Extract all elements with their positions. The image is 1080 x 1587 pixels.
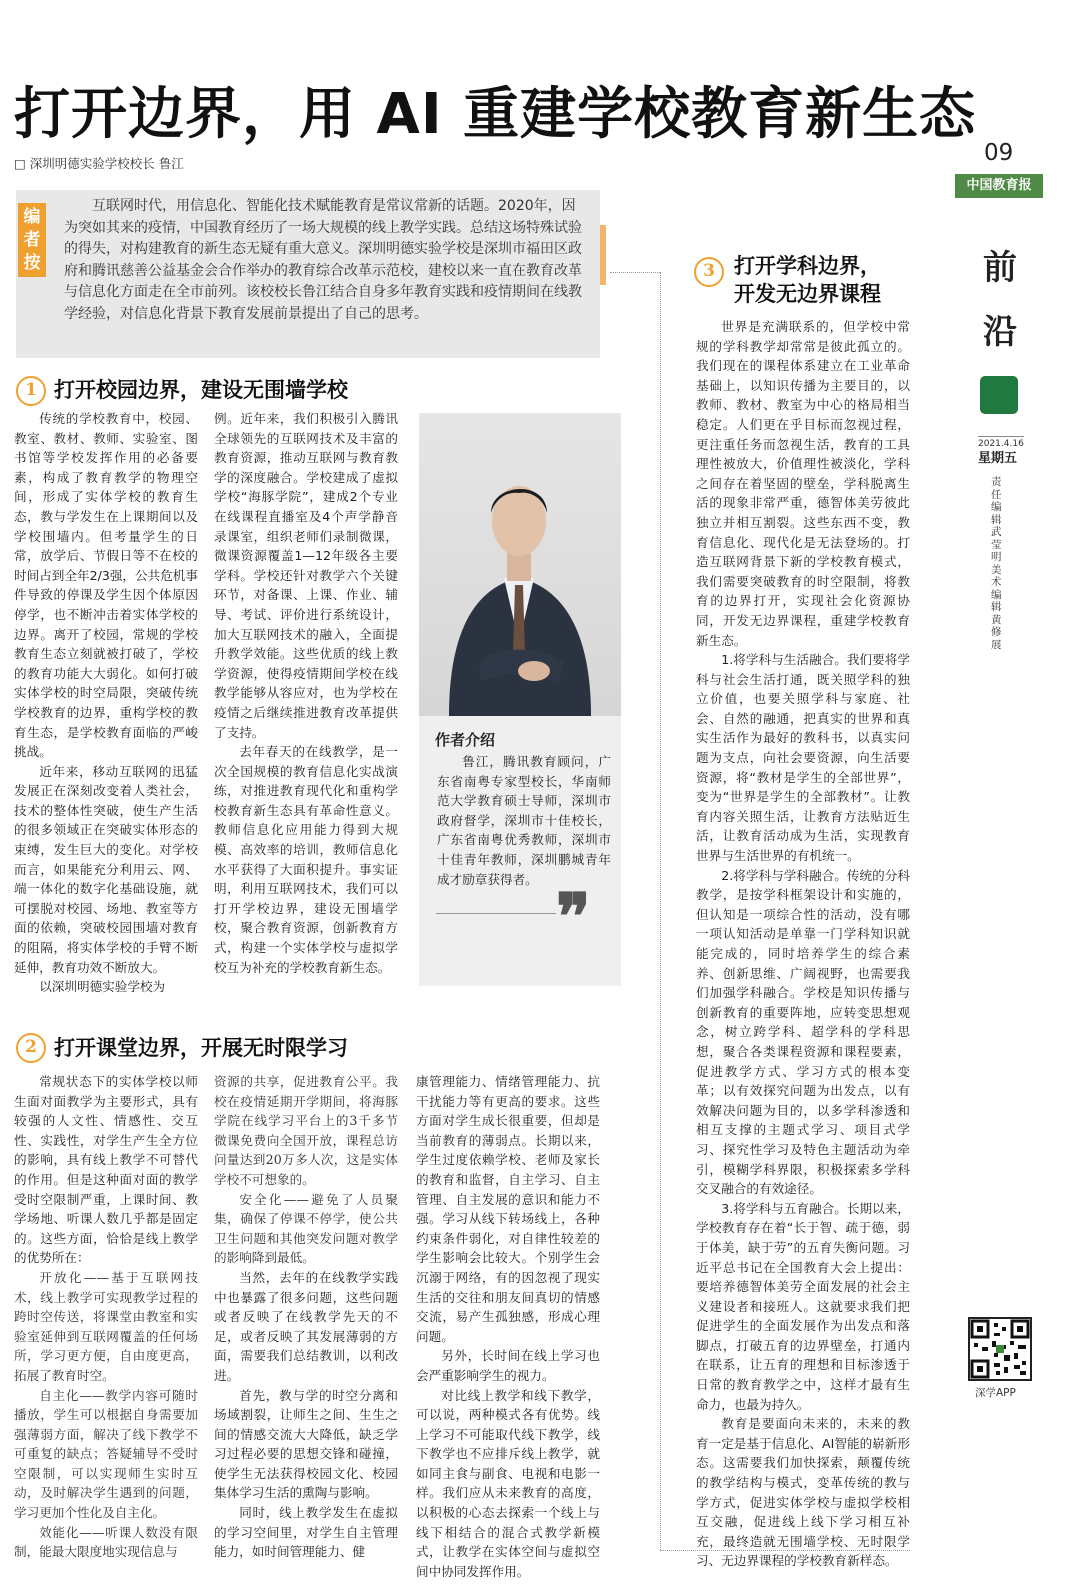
author-portrait-illustration <box>419 413 621 716</box>
section-3-number-icon: 3 <box>694 257 724 287</box>
editor-note-text: 互联网时代，用信息化、智能化技术赋能教育是常议常新的话题。2020年，因为突如其来的疫情，中国教育经历了一场大规模的线上教学实践。总结这场特殊试验的得失，对构建教育的新生态无疑有重大意义。深圳明德实验学校是深圳市福田区政府和腾讯慈善公益基金会合作举办的教育综合改革示范校，建校以来一直在教育改革与信息化方面走在全市前列。该校校长鲁江结合自身多年教育实践和疫情期间在线教学经验，对信息化背景下教育发展前景提出了自己的思考。 <box>64 198 582 322</box>
section-1-column-1 <box>14 409 198 997</box>
paragraph: 康管理能力、情绪管理能力、抗干扰能力等有更高的要求。这些方面对学生成长很重要，但却是当前教育的薄弱点。长期以来，学生过度依赖学校、老师及家长的教育和监督，自主学习、自主管理、自主发展的意识和能力不强。学习从线下转场线上，各种约束条件弱化，对自律性较差的学生影响会比较大。个别学生会沉溺于网络，有的因忽视了现实生活的交往和朋友间真切的情感交流，易产生孤独感，形成心理问题。 <box>416 1074 600 1344</box>
qr-code-icon[interactable] <box>968 1317 1032 1381</box>
paragraph: 3.将学科与五育融合。长期以来，学校教育存在着“长于智、疏于德，弱于体美，缺于劳”的五育失衡问题。习近平总书记在全国教育大会上提出：要培养德智体美劳全面发展的社会主义建设者和接班人。这就要求我们把促进学生的全面发展作为出发点和落脚点，打破五育的边界壁垒，打通内在联系，让五育的理想和目标渗透于日常的教育教学之中，这样才最有生命力，也最为持久。 <box>696 1200 910 1412</box>
section-2-title: 打开课堂边界，开展无时限学习 <box>54 1036 348 1060</box>
section-1-title: 打开校园边界，建设无围墙学校 <box>54 378 348 402</box>
paragraph: 效能化——听课人数没有限制，能最大限度地实现信息与 <box>14 1524 198 1560</box>
editor-note-tag: 编者按 <box>18 203 46 277</box>
section-3-title-line-1: 打开学科边界， <box>734 254 881 278</box>
paragraph: 对比线上教学和线下教学，可以说，两种模式各有优势。线上学习不可能取代线下教学，线下教学也不应排斥线上教学，就如同主食与副食、电视和电影一样。我们应从未来教育的高度，以积极的心态去探索一个线上与线下相结合的混合式教学新模式，让教学在实体空间与虚拟空间中协同发挥作用。 <box>416 1387 600 1579</box>
quote-divider <box>436 913 556 914</box>
paragraph: 另外，长时间在线上学习也会严重影响学生的视力。 <box>416 1348 600 1383</box>
section-name: 前沿 <box>983 248 1017 352</box>
editors-credit: 责任编辑 武莹明 美术编辑 黄修展 <box>991 476 1002 651</box>
paragraph: 去年春天的在线教学，是一次全国规模的教育信息化实战演练，对推进教育现代化和重构学校教育新生态具有革命性意义。教师信息化应用能力得到大规模、高效率的培训，教师信息化水平获得了大面积提升。事实证明，利用互联网技术，我们可以打开学校边界，建设无围墙学校，聚合教育资源，创新教育方式，构建一个实体学校与虚拟学校互为补充的学校教育新生态。 <box>214 744 398 975</box>
paragraph: 教育是要面向未来的，未来的教育一定是基于信息化、AI智能的崭新形态。这需要我们加快探索，颠覆传统的教学结构与模式，变革传统的教与学方式，促进实体学校与虚拟学校相互交融，促进线上线下学习相互补充，最终造就无围墙学校、无时限学习、无边界课程的学校教育新样态。 <box>696 1416 910 1569</box>
paragraph: 以深圳明德实验学校为 <box>39 979 166 995</box>
paragraph: 开放化——基于互联网技术，线上教学可实现教学过程的跨时空传送，将课堂由教室和实验室延伸到互联网覆盖的任何场所，学习更方便，自由度更高，拓展了教育时空。 <box>14 1269 198 1383</box>
author-intro-text: 鲁江，腾讯教育顾问，广东省南粤专家型校长，华南师范大学教育硕士导师，深圳市政府督学，深圳市十佳校长，广东省南粤优秀教师，深圳市十佳青年教师，深圳鹏城青年成才励章获得者。 <box>437 754 611 887</box>
paragraph: 世界是充满联系的，但学校中常规的学科教学却常常是彼此孤立的。我们现在的课程体系建立在工业革命基础上，以知识传播为主要目的，以教师、教材、教室为中心的格局相当稳定。人们更在乎目标而忽视过程，更注重任务而忽视生活，教育的工具理性被放大，价值理性被淡化，学科之间存在着坚固的壁垒，学科脱离生活的现象非常严重，德智体美劳彼此独立并相互割裂。这些东西不变，教育信息化、现代化是无法登场的。打造互联网背景下新的学校教育模式，我们需要突破教育的时空限制，将教育的边界打开，实现社会化资源协同，开发无边界课程，重建学校教育新生态。 <box>696 319 910 648</box>
section-3-column <box>696 317 910 1569</box>
section-2-column-3 <box>416 1072 600 1579</box>
paragraph: 传统的学校教育中，校园、教室、教材、教师、实验室、图书馆等学校发挥作用的必备要素，构成了教育教学的物理空间，形成了实体学校的教育生态，教与学发生在上课期间以及学校围墙内。但考量学生的日常，放学后、节假日等不在校的时间占到全年2/3强，公共危机事件导致的停课及学生因个体原因停学，也不断冲击着实体学校的边界。离开了校园，常规的学校教育生态立刻就被打破了，学校的教育功能大大弱化。如何打破实体学校的时空局限，突破传统学校教育的边界，重构学校的教育生态，是学校教育面临的严峻挑战。 <box>14 411 198 760</box>
qr-pattern <box>970 1319 1030 1379</box>
paragraph: 1.将学科与生活融合。我们要将学科与社会生活打通，既关照学科的独立价值，也要关照学科与家庭、社会、自然的融通，把真实的世界和真实生活作为最好的教科书，以真实问题为支点，向社会要资源，向生活要资源，将“教材是学生的全部世界”，变为“世界是学生的全部教材”。让教育内容关照生活，让教育方法贴近生活，让教育活动成为生活，实现教育世界与生活世界的有机统一。 <box>696 652 910 864</box>
author-photo <box>419 413 621 716</box>
issue-weekday: 星期五 <box>978 451 1018 466</box>
paragraph: 安全化——避免了人员聚集，确保了停课不停学，使公共卫生问题和其他突发问题对教学的影响降到最低。 <box>214 1191 398 1266</box>
paragraph: 资源的共享，促进教育公平。我校在疫情延期开学期间，将海豚学院在线学习平台上的3千多节微课免费向全国开放，课程总访问量达到20万多人次，这是实体学校不可想象的。 <box>214 1074 398 1187</box>
byline: □ 深圳明德实验学校校长 鲁江 <box>14 156 184 171</box>
paragraph: 2.将学科与学科融合。传统的分科教学，是按学科框架设计和实施的，但认知是一项综合性的活动，没有哪一项认知活动是单靠一门学科知识就能完成的，同时培养学生的综合素养、创新思维、广阔视野，也需要我们加强学科融合。学校是知识传播与创新教育的重要阵地，应转变思想观念，树立跨学科、超学科的学科思想，聚合各类课程资源和课程要素，促进教学方式、学习方式的根本变革；以有效探究问题为出发点，以有效解决问题为目的，以多学科渗透和相互支撑的主题式学习、项目式学习、探究性学习及特色主题活动为牵引，模糊学科界限，积极探索多学科交叉融合的有效途径。 <box>696 867 910 1197</box>
quote-mark-icon: ❞ <box>556 880 591 955</box>
qr-label: 深学APP <box>975 1387 1016 1399</box>
paragraph: 首先，教与学的时空分离和场域割裂，让师生之间、生生之间的情感交流大大降低，缺乏学习过程必要的思想交锋和碰撞，使学生无法获得校园文化、校园集体学习生活的熏陶与影响。 <box>214 1387 398 1501</box>
paragraph: 当然，去年的在线教学实践中也暴露了很多问题，这些问题或者反映了在线教学先天的不足，或者反映了其发展薄弱的方面，需要我们总结教训，以利改进。 <box>214 1269 398 1383</box>
paragraph: 常规状态下的实体学校以师生面对面教学为主要形式，具有较强的人文性、情感性、交互性、实践性，对学生产生全方位的影响，具有线上教学不可替代的作用。但是这种面对面的教学受时空限制严重，上课时间、教学场地、听课人数几乎都是固定的。这些方面，恰恰是线上教学的优势所在： <box>14 1074 198 1266</box>
section-2-number-icon: 2 <box>16 1033 46 1063</box>
page-number: 09 <box>984 140 1014 166</box>
section-1-column-2 <box>214 409 398 997</box>
section-2-column-2 <box>214 1072 398 1560</box>
issue-date: 2021.4.16 <box>978 436 1024 449</box>
section-color-badge <box>980 376 1018 414</box>
editor-note-accent-bar <box>600 225 606 285</box>
dotted-connector-top <box>610 272 660 273</box>
section-3-title-line-2: 开发无边界课程 <box>734 282 881 306</box>
dotted-divider <box>660 272 661 1550</box>
author-intro-title: 作者介绍 <box>435 731 496 749</box>
section-1-number-icon: 1 <box>16 376 46 406</box>
paragraph: 自主化——教学内容可随时播放，学生可以根据自身需要加强薄弱方面，解决了线下教学不可重复的缺点；答疑辅导不受时空限制，可以实现师生实时互动，及时解决学生遇到的问题，学习更加个性化及自主化。 <box>14 1387 198 1521</box>
paragraph: 同时，线上教学发生在虚拟的学习空间里，对学生自主管理能力，如时间管理能力、健 <box>214 1505 398 1560</box>
paragraph: 例。近年来，我们积极引入腾讯全球领先的互联网技术及丰富的教育资源，推动互联网与教育教学的深度融合。学校建成了虚拟学校“海豚学院”，建成2个专业在线课程直播室及4个声学静音录课室，组织老师们录制微课，微课资源覆盖1—12年级各主要学科。学校还针对教学六个关键环节，对备课、上课、作业、辅导、考试、评价进行系统设计，加大互联网技术的融入，全面提升教学效能。这些优质的线上教学资源，使得疫情期间学校在线教学能够从容应对，也为学校在疫情之后继续推进教育改革提供了支持。 <box>214 411 398 740</box>
newspaper-logo: 中国教育报 <box>955 174 1043 198</box>
paragraph: 近年来，移动互联网的迅猛发展正在深刻改变着人类社会，技术的整体性突破，使生产生活的很多领域正在突破实体形态的束缚，发生巨大的变化。对学校而言，如果能充分利用云、网、端一体化的数字化基础设施，就可摆脱对校园、场地、教室等方面的依赖，突破校园围墙对教育的阻隔，将实体学校的手臂不断延伸，教育功效不断放大。 <box>14 763 198 975</box>
headline: 打开边界，用 AI 重建学校教育新生态 <box>14 82 977 147</box>
section-2-column-1 <box>14 1072 198 1560</box>
